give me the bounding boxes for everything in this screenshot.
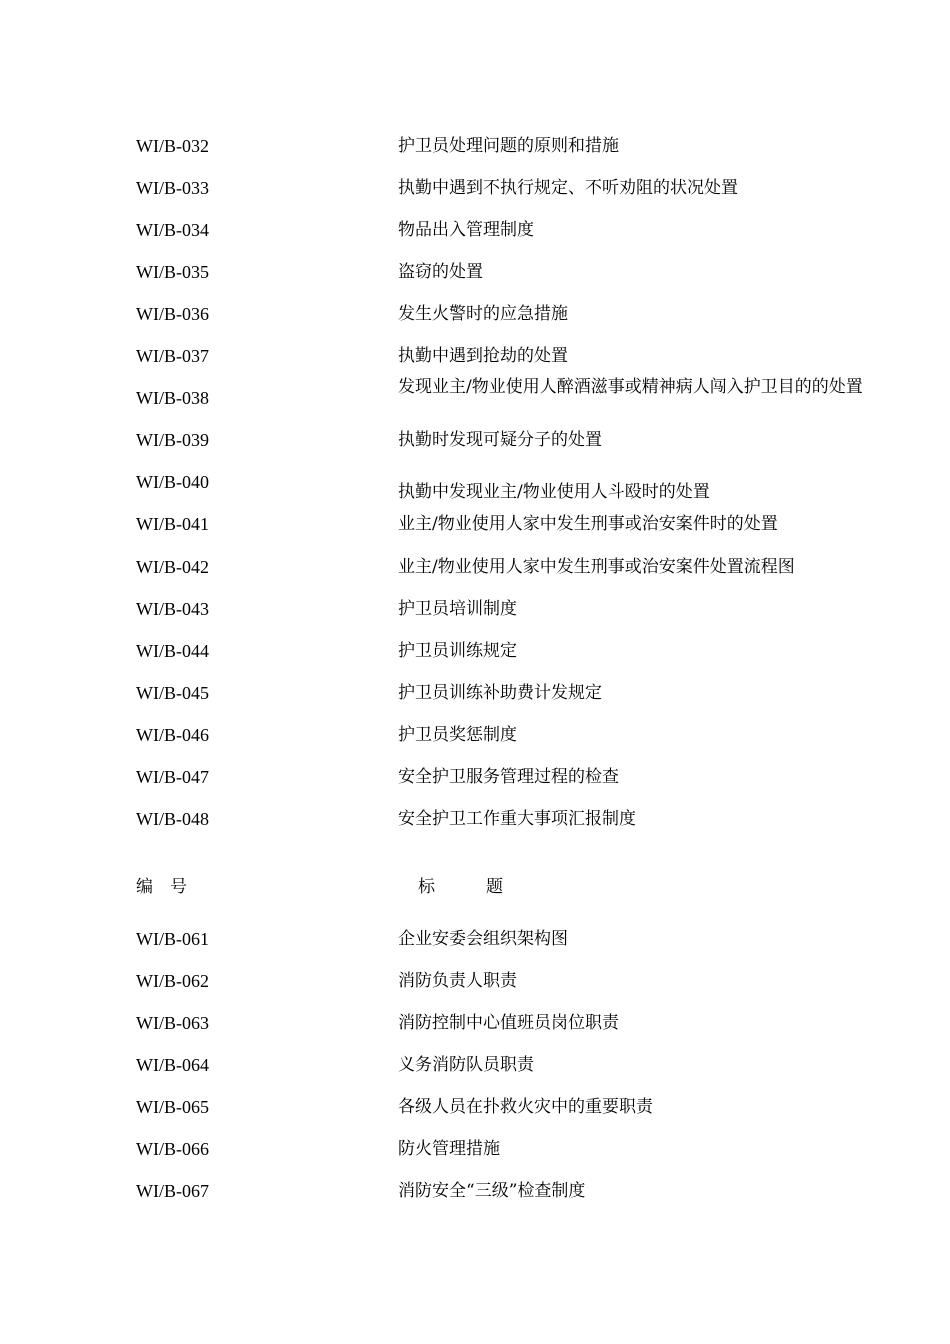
doc-title: 执勤时发现可疑分子的处置 [398,430,602,450]
doc-title: 企业安委会组织架构图 [398,929,568,949]
table-row [0,429,950,459]
doc-code: WI/B-040 [136,472,209,492]
doc-code: WI/B-036 [136,304,209,324]
doc-code: WI/B-035 [136,262,209,282]
doc-code: WI/B-065 [136,1097,209,1117]
column-header-title: 标 题 [418,877,503,897]
doc-code: WI/B-048 [136,809,209,829]
doc-code: WI/B-034 [136,220,209,240]
table-row [0,1096,950,1126]
doc-title: 护卫员训练补助费计发规定 [398,683,602,703]
doc-code: WI/B-042 [136,557,209,577]
table-row [0,766,950,796]
table-row [0,377,950,417]
table-row [0,1012,950,1042]
doc-code: WI/B-064 [136,1055,209,1075]
doc-title: 各级人员在扑救火灾中的重要职责 [398,1097,653,1117]
table-row [0,219,950,249]
column-header-code: 编 号 [136,877,187,897]
doc-title: 护卫员训练规定 [398,641,517,661]
doc-title: 业主/物业使用人家中发生刑事或治安案件处置流程图 [398,557,795,577]
table-row [0,598,950,628]
doc-code: WI/B-062 [136,971,209,991]
doc-title: 义务消防队员职责 [398,1055,534,1075]
doc-title: 消防控制中心值班员岗位职责 [398,1013,619,1033]
table-row [0,177,950,207]
doc-title: 执勤中遇到抢劫的处置 [398,346,568,366]
table-row [0,556,950,586]
doc-title: 盗窃的处置 [398,262,483,282]
doc-code: WI/B-045 [136,683,209,703]
table-row [0,928,950,958]
table-row [0,682,950,712]
doc-code: WI/B-047 [136,767,209,787]
table-row [0,1054,950,1084]
doc-code: WI/B-041 [136,514,209,534]
doc-code: WI/B-046 [136,725,209,745]
table-row [0,724,950,754]
table-row [0,970,950,1000]
table-row [0,513,950,543]
table-row [0,1180,950,1210]
table-row [0,303,950,333]
doc-title: 执勤中发现业主/物业使用人斗殴时的处置 [398,482,710,502]
doc-code: WI/B-032 [136,136,209,156]
doc-title: 安全护卫工作重大事项汇报制度 [398,809,636,829]
doc-code: WI/B-061 [136,929,209,949]
table-row [0,808,950,838]
table-row [0,261,950,291]
doc-title: 安全护卫服务管理过程的检查 [398,767,619,787]
doc-code: WI/B-033 [136,178,209,198]
doc-title: 护卫员奖惩制度 [398,725,517,745]
table-header [0,876,950,906]
doc-code: WI/B-067 [136,1181,209,1201]
table-row [0,640,950,670]
doc-title: 执勤中遇到不执行规定、不听劝阻的状况处置 [398,178,738,198]
doc-title: 防火管理措施 [398,1139,500,1159]
doc-title: 发现业主/物业使用人醉酒滋事或精神病人闯入护卫目的的处置 [398,377,863,397]
doc-code: WI/B-043 [136,599,209,619]
doc-title: 消防负责人职责 [398,971,517,991]
doc-code: WI/B-037 [136,346,209,366]
doc-title: 发生火警时的应急措施 [398,304,568,324]
doc-title: 护卫员培训制度 [398,599,517,619]
table-row [0,345,950,375]
doc-code: WI/B-044 [136,641,209,661]
table-row [0,135,950,165]
doc-title: 物品出入管理制度 [398,220,534,240]
doc-code: WI/B-066 [136,1139,209,1159]
table-row [0,1138,950,1168]
table-row [0,471,950,501]
doc-title: 护卫员处理问题的原则和措施 [398,136,619,156]
doc-title: 业主/物业使用人家中发生刑事或治安案件时的处置 [398,514,778,534]
doc-code: WI/B-063 [136,1013,209,1033]
doc-code: WI/B-039 [136,430,209,450]
doc-code: WI/B-038 [136,388,209,408]
doc-title: 消防安全“三级”检查制度 [398,1181,586,1201]
